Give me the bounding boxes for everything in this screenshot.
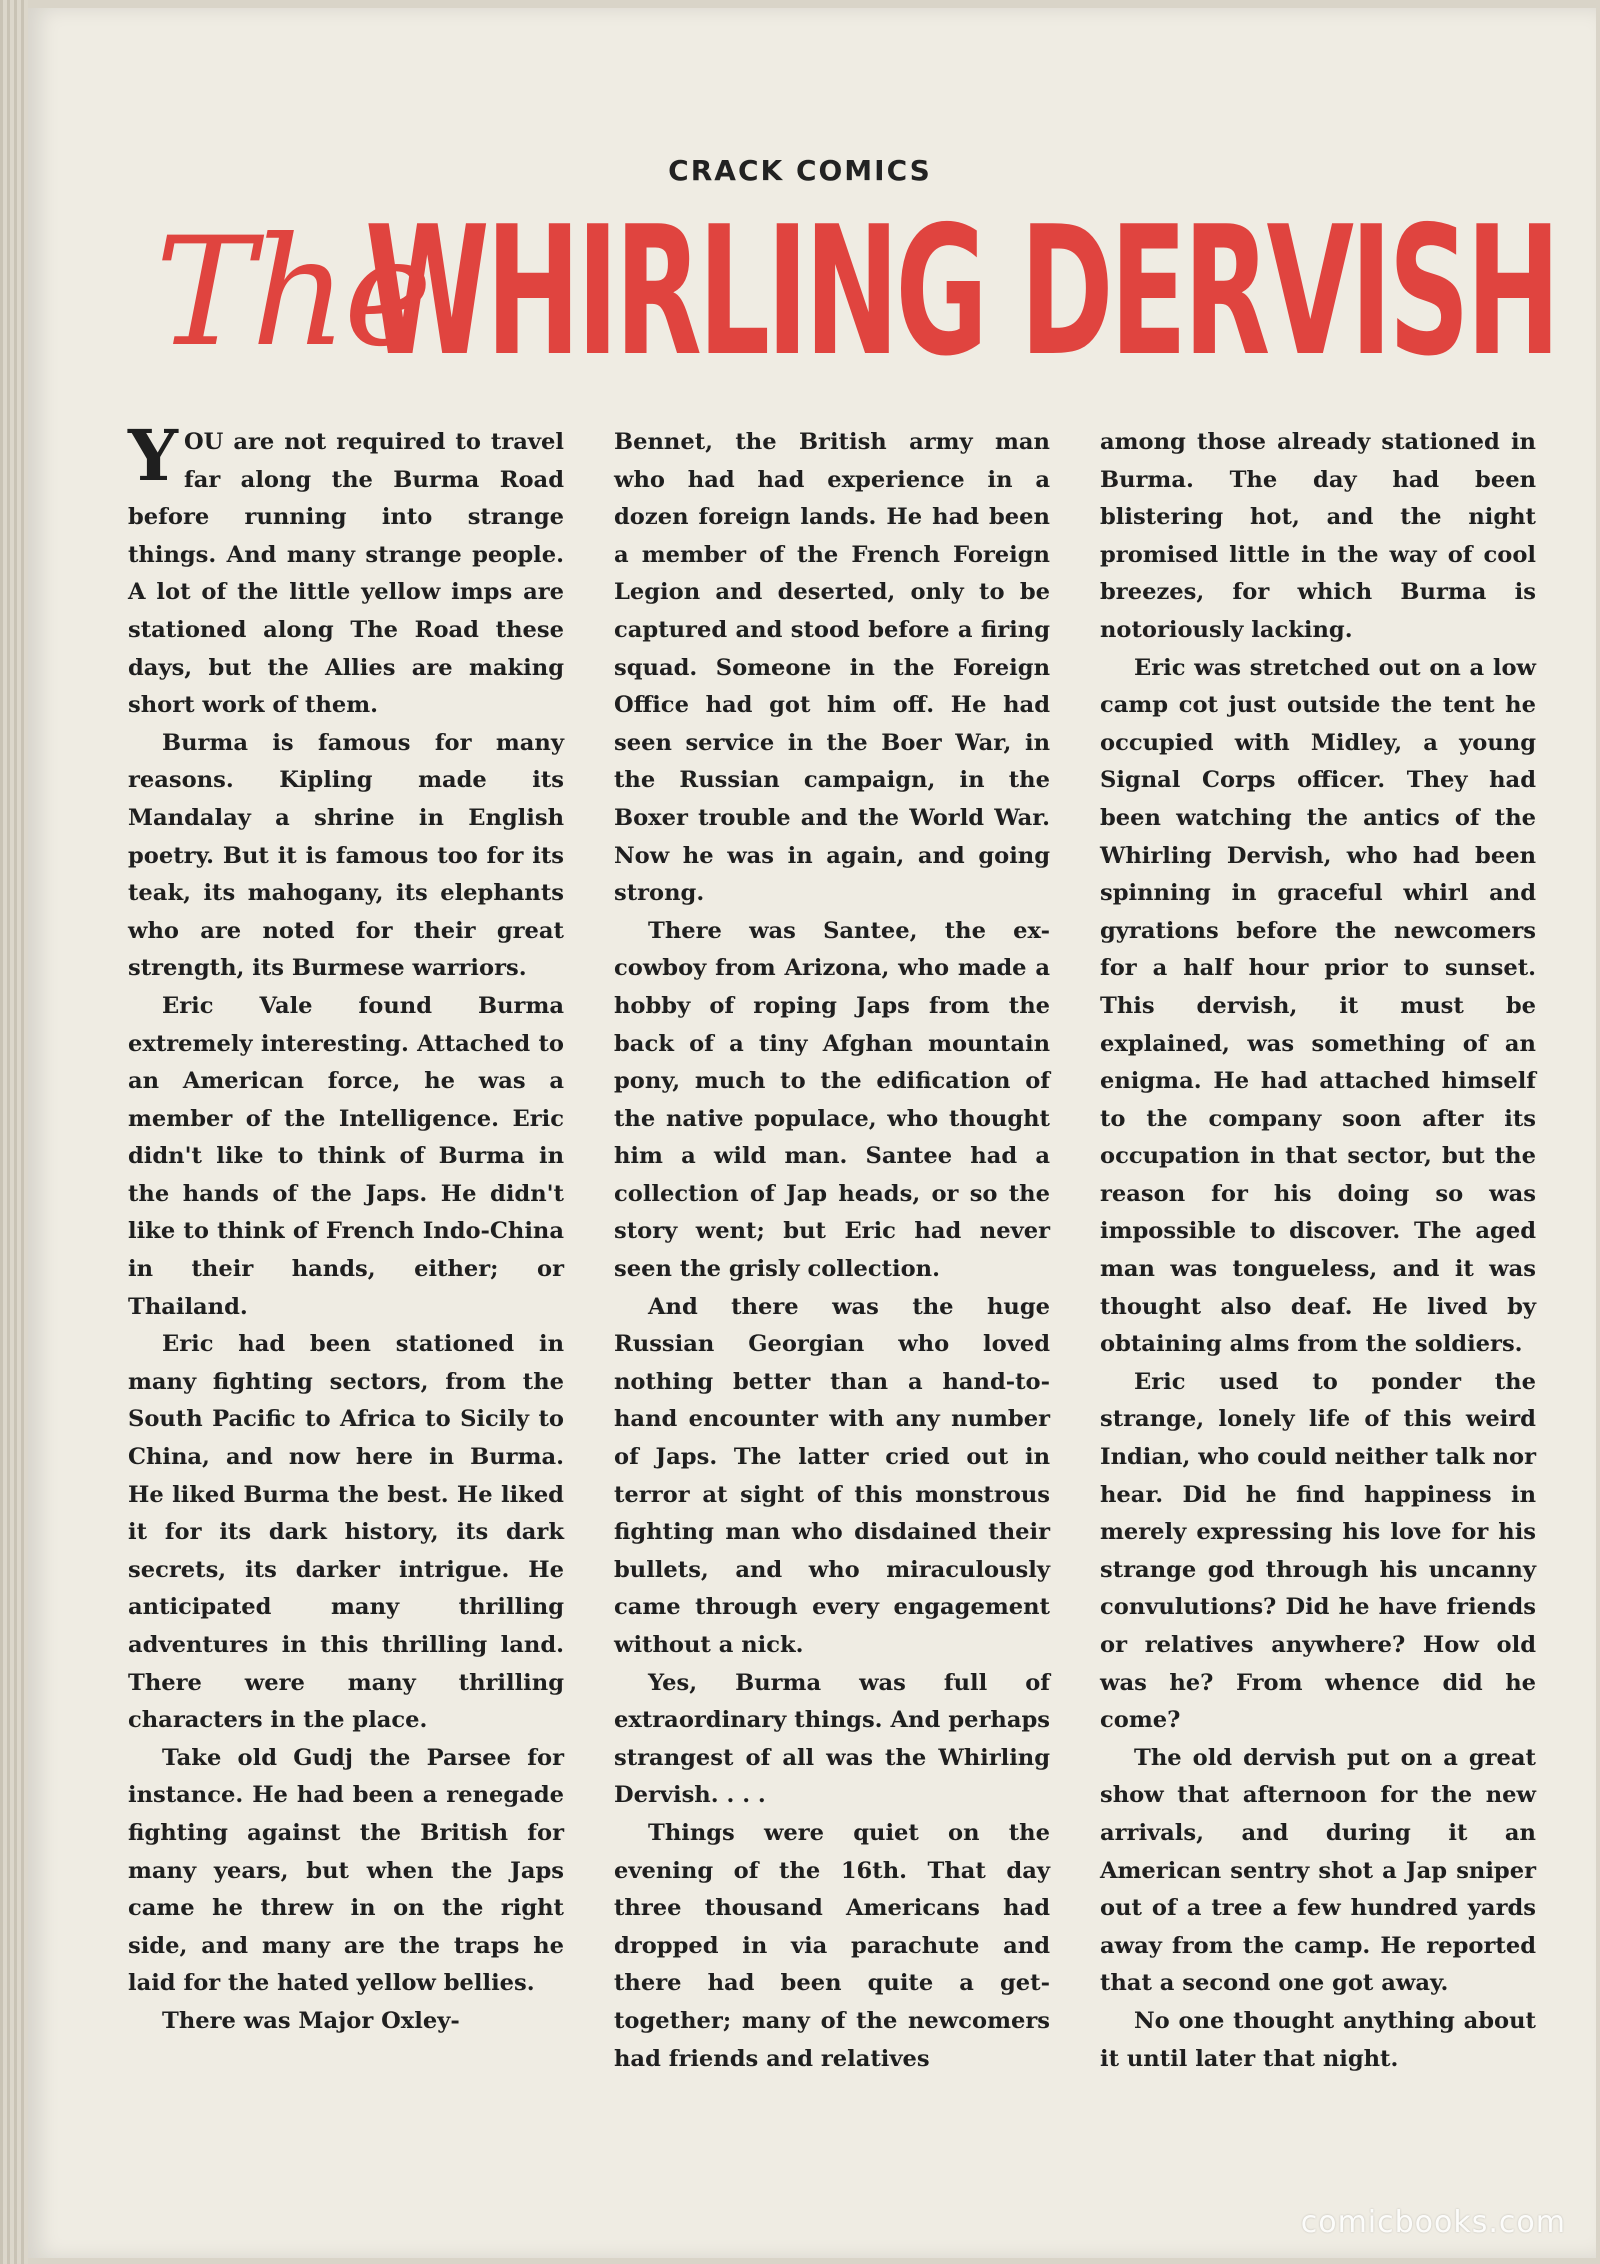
paragraph: Eric used to ponder the strange, lonely life of this weird Indian, who could neither talk nor hear. Did he find happiness in merely expressing his love for his strange god through his uncanny convulutions? Did he have friends or relatives anywhere? How old was he? From whence did he come? [1100, 1368, 1536, 1734]
site-watermark: comicbooks.com [1300, 2205, 1566, 2240]
story-columns [128, 414, 1538, 2078]
paragraph: Eric Vale found Burma extremely interesting. Attached to an American force, he was a member of the Intelligence. Eric didn't like to think of Burma in the hands of the Japs. He didn't like to think of French Indo-China in their hands, either; or Thailand. [128, 992, 564, 1320]
paragraph [128, 414, 564, 725]
paragraph: No one thought anything about it until later that night. [1100, 2007, 1536, 2072]
paragraph: There was Santee, the ex-cowboy from Arizona, who made a hobby of roping Japs from the back of a tiny Afghan mountain pony, much to the edification of the native populace, who thought him a wild man. Santee had a collection of Jap heads, or so the story went; but Eric had never seen the grisly collection. [614, 917, 1050, 1283]
page-edge [0, 0, 28, 2264]
paragraph: And there was the huge Russian Georgian who loved nothing better than a hand-to-hand encounter with any number of Japs. The latter cried out in terror at sight of this monstrous fighting man who disdained their bullets, and who miraculously came through every engagement without a nick. [614, 1293, 1050, 1658]
paragraph: Burma is famous for many reasons. Kipling made its Mandalay a shrine in English poetry. But it is famous too for its teak, its mahogany, its elephants who are noted for their great strength, its Burmese warriors. [128, 729, 564, 982]
paragraph: Yes, Burma was full of extraordinary things. And perhaps strangest of all was the Whirling Dervish. . . . [614, 1669, 1050, 1809]
paragraph-text: are not required to travel far along the Burma Road before running into strange things. And many strange people. A lot of the little yellow imps are stationed along The Road these days, but the Allies are making short work of them. [128, 429, 564, 719]
paragraph: Things were quiet on the evening of the 16th. That day three thousand Americans had dropped in via parachute and there had been quite a get-together; many of the newcomers had friends and relatives [614, 1819, 1050, 2072]
paragraph: Eric was stretched out on a low camp cot just outside the tent he occupied with Midley, a young Signal Corps officer. They had been watching the antics of the Whirling Dervish, who had been spinning in graceful whirl and gyrations before the newcomers for a half hour prior to sunset. This dervish, it must be explained, was something of an enigma. He had attached himself to the company soon after its occupation in that sector, but the reason for his doing so was impossible to discover. The aged man was tongueless, and it was thought also deaf. He lived by obtaining alms from the soldiers. [1100, 654, 1536, 1358]
paragraph: The old dervish put on a great show that afternoon for the new arrivals, and during it an American sentry shot a Jap sniper out of a tree a few hundred yards away from the camp. He reported that a second one got away. [1100, 1744, 1536, 1997]
column-2 [614, 424, 1050, 2078]
column-1 [128, 414, 564, 2078]
paragraph: among those already stationed in Burma. The day had been blistering hot, and the night promised little in the way of cool breezes, for which Burma is notoriously lacking. [1100, 429, 1536, 643]
publication-header: CRACK COMICS [668, 154, 932, 187]
paragraph: There was Major Oxley- [162, 2007, 460, 2034]
story-title [145, 188, 1557, 402]
column-3 [1100, 424, 1536, 2078]
drop-cap-rest: OU [183, 429, 224, 455]
drop-cap: Y [128, 414, 178, 497]
title-main: WHIRLING DERVISH [365, 188, 1557, 395]
paragraph: Bennet, the British army man who had had experience in a dozen foreign lands. He had been a member of the French Foreign Legion and deserted, only to be captured and stood before a firing squad. Someone in the Foreign Office had got him off. He had seen service in the Boer War, in the Russian campaign, in the Boxer trouble and the World War. Now he was in again, and going strong. [614, 429, 1050, 907]
paragraph: Take old Gudj the Parsee for instance. He had been a renegade fighting against the British for many years, but when the Japs came he threw in on the right side, and many are the traps he laid for the hated yellow bellies. [128, 1744, 564, 1997]
title-the: The [155, 206, 429, 380]
paragraph: Eric had been stationed in many fighting sectors, from the South Pacific to Africa to Sicily to China, and now here in Burma. He liked Burma the best. He liked it for its dark history, its dark secrets, its darker intrigue. He anticipated many thrilling adventures in this thrilling land. There were many thrilling characters in the place. [128, 1331, 564, 1734]
